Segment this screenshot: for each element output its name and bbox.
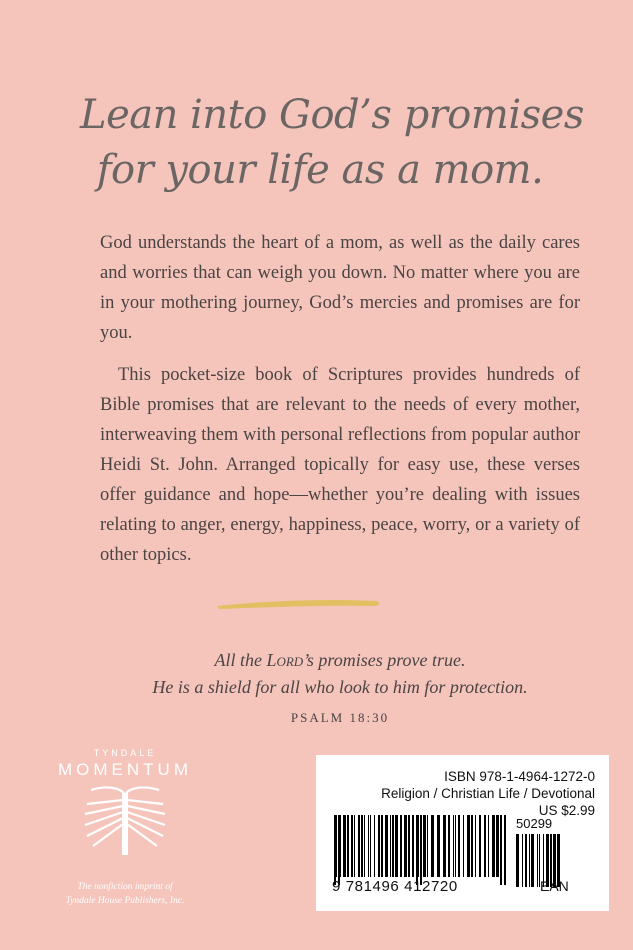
headline-line-2: for your life as a mom.	[96, 147, 544, 193]
description-paragraph-1: God understands the heart of a mom, as well as the daily cares and worries that can weigh you down. No matter where you are in your mothering journey, God’s mercies and promises are for you.	[100, 233, 580, 343]
isbn-text: ISBN 978-1-4964-1272-0	[444, 769, 595, 784]
publisher-tagline: The nonfiction imprint of Tyndale House Publishers, Inc.	[65, 882, 185, 906]
barcode-number: 9 781496 412720	[332, 878, 458, 895]
description	[100, 228, 580, 570]
scripture-quote	[100, 647, 580, 731]
gold-swash-divider	[215, 592, 383, 616]
scripture-line-1: All the Lord’s promises prove true.	[214, 650, 466, 670]
headline-line-1: Lean into God’s promises	[80, 92, 584, 138]
open-book-t-icon	[73, 784, 177, 856]
scripture-line-2: He is a shield for all who look to him for protection.	[152, 677, 528, 697]
publisher-logo	[40, 748, 210, 908]
price-addon-number: 50299	[516, 816, 553, 831]
logo-momentum-text: MOMENTUM	[58, 760, 192, 779]
headline	[80, 88, 584, 198]
scripture-reference: PSALM 18:30	[290, 710, 390, 725]
logo-tyndale-text: TYNDALE	[93, 748, 157, 758]
barcode-panel	[316, 755, 609, 911]
category-text: Religion / Christian Life / Devotional	[381, 786, 595, 801]
description-paragraph-2: This pocket-size book of Scriptures provides hundreds of Bible promises that are relevant to the needs of every mother, interweaving them with personal reflections from popular author Heidi St. John. Arranged topically for easy use, these verses offer guidance and hope—whether you’re dealing with issues relating to anger, energy, happiness, peace, worry, or a variety of other topics.	[100, 365, 580, 565]
ean-label: EAN	[540, 878, 569, 894]
price-text: US $2.99	[538, 803, 595, 818]
lord-small-caps: Lord	[266, 650, 304, 670]
